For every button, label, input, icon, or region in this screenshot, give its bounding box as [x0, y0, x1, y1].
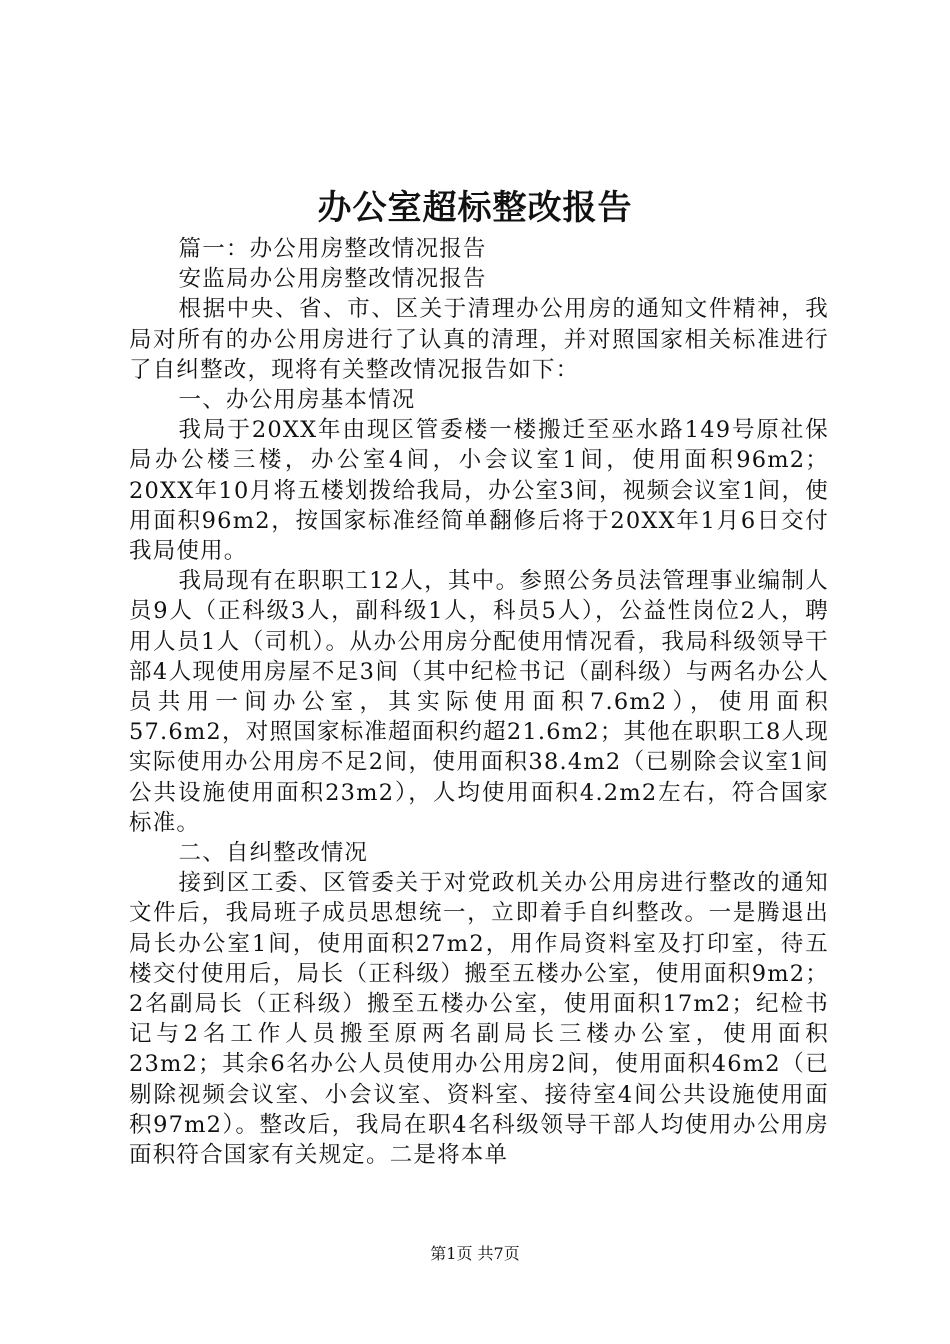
section-heading: 二、自纠整改情况 — [178, 840, 369, 867]
document-title: 办公室超标整改报告 — [317, 188, 633, 228]
page-footer: 第1页 共7页 — [430, 1244, 520, 1263]
section-heading: 一、办公用房基本情况 — [178, 387, 416, 414]
body-paragraph: 安监局办公用房整改情况报告 — [178, 266, 487, 293]
body-paragraph: 篇一：办公用房整改情况报告 — [178, 236, 487, 262]
body-paragraph: 接到区工委、区管委关于对党政机关办公用房进行整改的通知文件后，我局班子成员思想统一，立即着手自纠整改。一是腾退出局长办公室1间，使用面积27m2，用作局资料室及打印室，待五楼交付使用后，局长（正科级）搬至五楼办公室，使用面积9m2；2名副局长（正科级）搬至五楼办公室，使用面积17m2；纪检书记与2名工作人员搬至原两名副局长三楼办公室，使用面积23m2；其余6名办公人员使用办公用房2间，使用面积46m2（已剔除视频会议室、小会议室、资料室、接待室4间公共设施使用面积97m2）。整改后，我局在职4名科级领导干部人均使用办公用房面积符合国家有关规定。二是将本单 — [129, 870, 829, 1169]
body-paragraph: 我局现有在职职工12人，其中。参照公务员法管理事业编制人员9人（正科级3人，副科级1人，科员5人），公益性岗位2人，聘用人员1人（司机）。从办公用房分配使用情况看，我局科级领导干部4人现使用房屋不足3间（其中纪检书记（副科级）与两名办公人员共用一间办公室，其实际使用面积7.6m2），使用面积57.6m2，对照国家标准超面积约超21.6m2；其他在职职工8人现实际使用办公用房不足2间，使用面积38.4m2（已剔除会议室1间公共设施使用面积23m2），人均使用面积4.2m2左右，符合国家标准。 — [129, 568, 829, 836]
body-paragraph: 根据中央、省、市、区关于清理办公用房的通知文件精神，我局对所有的办公用房进行了认真的清理，并对照国家相关标准进行了自纠整改，现将有关整改情况报告如下： — [129, 296, 829, 383]
document-body — [129, 234, 829, 1170]
body-paragraph: 我局于20XX年由现区管委楼一楼搬迁至巫水路149号原社保局办公楼三楼，办公室4间，小会议室1间，使用面积96m2；20XX年10月将五楼划拨给我局，办公室3间，视频会议室1间，使用面积96m2，按国家标准经简单翻修后将于20XX年1月6日交付我局使用。 — [129, 417, 829, 565]
